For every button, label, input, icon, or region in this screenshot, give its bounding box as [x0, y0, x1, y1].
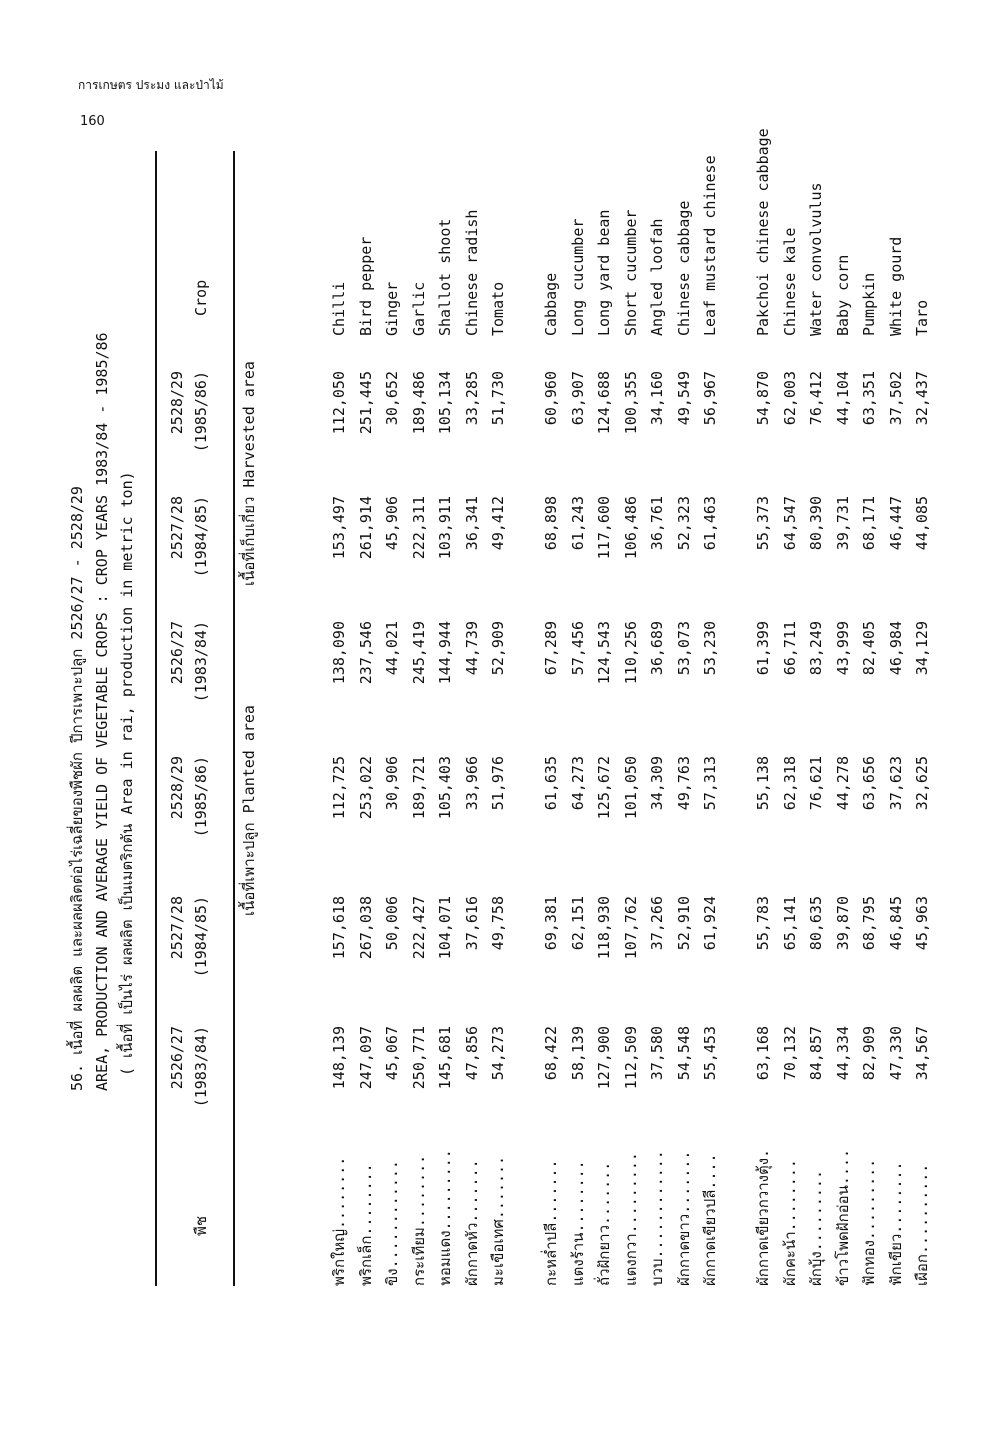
table-cell: 68,422: [542, 1026, 560, 1081]
crop-thai-name: แตงกวา.........: [621, 1152, 640, 1286]
year-ad-header: (1985/86): [192, 371, 210, 453]
crop-thai-name: ข้าวโพดฝักอ่อน....: [833, 1148, 852, 1286]
table-cell: 46,984: [886, 621, 905, 676]
table-cell: 105,403: [436, 756, 454, 820]
table-cell: 60,960: [542, 371, 560, 426]
table-cell: 67,289: [542, 621, 560, 676]
crop-thai-name: ผักบุ้ง.........: [807, 1170, 825, 1286]
crop-english-name: Long yard bean: [595, 209, 613, 336]
crop-thai-name: กะหล่ำปลี.......: [542, 1159, 560, 1286]
table-cell: 222,311: [409, 496, 428, 560]
table-cell: 52,910: [674, 896, 693, 951]
table-cell: 54,548: [674, 1026, 693, 1081]
table-cell: 36,689: [648, 621, 666, 676]
year-header: 2528/29: [168, 371, 186, 435]
crop-thai-name: ผักกาดหัว.......: [462, 1159, 481, 1286]
table-cell: 53,073: [674, 621, 693, 676]
table-cell: 43,999: [833, 621, 852, 676]
table-cell: 55,783: [754, 896, 772, 951]
table-cell: 107,762: [621, 896, 640, 960]
table-cell: 53,230: [701, 621, 719, 676]
planted-area-header: เนื้อที่เพาะปลูก Planted area: [240, 705, 258, 916]
table-cell: 63,907: [568, 371, 587, 426]
table-cell: 46,845: [886, 896, 905, 951]
crop-thai-header: พืช: [192, 1215, 210, 1236]
crop-english-name: Chinese cabbage: [674, 200, 693, 336]
table-cell: 76,621: [807, 756, 825, 811]
year-ad-header: (1984/85): [192, 496, 210, 578]
table-cell: 189,486: [409, 371, 428, 435]
table-cell: 55,373: [754, 496, 772, 551]
table-cell: 52,909: [489, 621, 507, 676]
crop-thai-name: หอมแดง.........: [436, 1149, 454, 1286]
table-cell: 64,273: [568, 756, 587, 811]
table-title-thai: 56. เนื้อที่ ผลผลิต และผลผลิตต่อไร่เฉลี่ยของพืชผัก ปีการเพาะปลูก 2526/27 - 2528/29: [68, 486, 86, 1091]
table-cell: 32,437: [913, 371, 931, 426]
table-cell: 61,243: [568, 496, 587, 551]
table-cell: 84,857: [807, 1026, 825, 1081]
table-cell: 101,050: [621, 756, 640, 820]
table-cell: 105,134: [436, 371, 454, 435]
table-cell: 62,151: [568, 896, 587, 951]
crop-english-name: Angled loofah: [648, 218, 666, 336]
table-cell: 34,309: [648, 756, 666, 811]
table-cell: 47,330: [886, 1026, 905, 1081]
table-cell: 112,725: [330, 756, 348, 820]
crop-english-name: Shallot shoot: [436, 218, 454, 336]
crop-english-name: Cabbage: [542, 272, 560, 336]
table-cell: 51,976: [489, 756, 507, 811]
crop-thai-name: ฟักเขียว........: [886, 1161, 905, 1286]
table-cell: 49,412: [489, 496, 507, 551]
year-header: 2526/27: [168, 1026, 186, 1090]
table-cell: 110,256: [621, 621, 640, 685]
table-cell: 57,313: [701, 756, 719, 811]
table-cell: 47,856: [462, 1026, 481, 1081]
table-cell: 80,635: [807, 896, 825, 951]
table-cell: 63,351: [860, 371, 878, 426]
table-cell: 66,711: [780, 621, 799, 676]
table-cell: 83,249: [807, 621, 825, 676]
table-cell: 124,688: [595, 371, 613, 435]
table-cell: 237,546: [356, 621, 375, 685]
crop-english-name: Pakchoi chinese cabbage: [754, 128, 772, 336]
table-cell: 34,129: [913, 621, 931, 676]
crop-thai-name: ผักกาดขาว.......: [674, 1150, 693, 1286]
crop-thai-name: ขิง............: [383, 1160, 401, 1286]
table-cell: 251,445: [356, 371, 375, 435]
crop-english-name: White gourd: [886, 236, 905, 336]
crop-english-header: Crop: [192, 279, 210, 316]
table-cell: 61,924: [701, 896, 719, 951]
table-cell: 44,021: [383, 621, 401, 676]
table-cell: 157,618: [330, 896, 348, 960]
table-cell: 32,625: [913, 756, 931, 811]
crop-english-name: Tomato: [489, 281, 507, 336]
crop-thai-name: ผักกาดเขียวกวางตุ้ง.: [754, 1148, 772, 1286]
top-rule: [155, 151, 157, 1286]
table-cell: 69,381: [542, 896, 560, 951]
crop-thai-name: กระเทียม........: [409, 1154, 428, 1286]
crop-thai-name: ถั่วฝักยาว.......: [595, 1161, 613, 1286]
crop-english-name: Water convolvulus: [807, 182, 825, 336]
table-cell: 55,453: [701, 1026, 719, 1081]
table-cell: 64,547: [780, 496, 799, 551]
table-cell: 44,739: [462, 621, 481, 676]
table-cell: 148,139: [330, 1026, 348, 1090]
table-cell: 44,104: [833, 371, 852, 426]
table-cell: 44,278: [833, 756, 852, 811]
table-cell: 58,139: [568, 1026, 587, 1081]
table-cell: 125,672: [595, 756, 613, 820]
table-cell: 36,341: [462, 496, 481, 551]
table-cell: 68,898: [542, 496, 560, 551]
table-cell: 51,730: [489, 371, 507, 426]
crop-english-name: Taro: [913, 299, 931, 336]
table-cell: 144,944: [436, 621, 454, 685]
table-cell: 245,419: [409, 621, 428, 685]
table-cell: 189,721: [409, 756, 428, 820]
crop-thai-name: พริกเล็ก........: [356, 1163, 375, 1286]
table-cell: 33,966: [462, 756, 481, 811]
year-ad-header: (1983/84): [192, 1026, 210, 1108]
table-cell: 37,266: [648, 896, 666, 951]
year-ad-header: (1983/84): [192, 621, 210, 703]
table-cell: 65,141: [780, 896, 799, 951]
year-header: 2528/29: [168, 756, 186, 820]
running-header: การเกษตร ประมง และป่าไม้: [78, 78, 224, 92]
table-cell: 76,412: [807, 371, 825, 426]
table-cell: 62,003: [780, 371, 799, 426]
table-cell: 45,906: [383, 496, 401, 551]
crop-english-name: Pumpkin: [860, 272, 878, 336]
table-cell: 37,616: [462, 896, 481, 951]
table-cell: 63,168: [754, 1026, 772, 1081]
crop-english-name: Bird pepper: [356, 236, 375, 336]
table-cell: 100,355: [621, 371, 640, 435]
table-cell: 63,656: [860, 756, 878, 811]
table-cell: 49,763: [674, 756, 693, 811]
table-cell: 145,681: [436, 1026, 454, 1090]
table-cell: 36,761: [648, 496, 666, 551]
crop-english-name: Ginger: [383, 281, 401, 336]
header-rule: [233, 151, 235, 1286]
table-cell: 61,399: [754, 621, 772, 676]
crop-english-name: Baby corn: [833, 254, 852, 336]
table-cell: 33,285: [462, 371, 481, 426]
table-cell: 56,967: [701, 371, 719, 426]
table-cell: 34,160: [648, 371, 666, 426]
table-cell: 127,900: [595, 1026, 613, 1090]
crop-english-name: Long cucumber: [568, 218, 587, 336]
crop-english-name: Garlic: [409, 281, 428, 336]
table-cell: 49,549: [674, 371, 693, 426]
table-cell: 82,405: [860, 621, 878, 676]
table-cell: 57,456: [568, 621, 587, 676]
table-cell: 30,906: [383, 756, 401, 811]
crop-thai-name: เผือก..........: [913, 1163, 931, 1286]
crop-thai-name: ฟักทอง.........: [860, 1158, 878, 1286]
table-unit-note: ( เนื้อที่ เป็นไร่ ผลผลิต เป็นเมตริกตัน Area in rai, production in metric ton): [118, 471, 136, 1076]
crop-english-name: Short cucumber: [621, 209, 640, 336]
table-cell: 45,963: [913, 896, 931, 951]
table-cell: 61,635: [542, 756, 560, 811]
table-cell: 54,273: [489, 1026, 507, 1081]
crop-thai-name: ผักกาดเขียวปลี....: [701, 1153, 719, 1286]
crop-english-name: Chilli: [330, 281, 348, 336]
table-title-english: AREA, PRODUCTION AND AVERAGE YIELD OF VEGETABLE CROPS : CROP YEARS 1983/84 - 1985/86: [93, 332, 111, 1091]
table-cell: 54,870: [754, 371, 772, 426]
table-cell: 39,870: [833, 896, 852, 951]
table-cell: 45,067: [383, 1026, 401, 1081]
table-cell: 112,050: [330, 371, 348, 435]
table-cell: 37,623: [886, 756, 905, 811]
table-cell: 124,543: [595, 621, 613, 685]
crop-thai-name: แตงร้าน........: [568, 1160, 587, 1286]
table-cell: 61,463: [701, 496, 719, 551]
crop-thai-name: มะเขือเทศ.......: [489, 1155, 507, 1286]
table-cell: 37,580: [648, 1026, 666, 1081]
table-cell: 39,731: [833, 496, 852, 551]
year-header: 2526/27: [168, 621, 186, 685]
table-cell: 44,085: [913, 496, 931, 551]
table-cell: 62,318: [780, 756, 799, 811]
table-cell: 70,132: [780, 1026, 799, 1081]
table-cell: 153,497: [330, 496, 348, 560]
table-cell: 82,909: [860, 1026, 878, 1081]
table-cell: 34,567: [913, 1026, 931, 1081]
page-number: 160: [80, 114, 105, 129]
table-cell: 49,758: [489, 896, 507, 951]
crop-english-name: Chinese radish: [462, 209, 481, 336]
table-cell: 55,138: [754, 756, 772, 811]
year-ad-header: (1984/85): [192, 896, 210, 978]
table-cell: 104,071: [436, 896, 454, 960]
table-cell: 261,914: [356, 496, 375, 560]
year-header: 2527/28: [168, 896, 186, 960]
table-cell: 80,390: [807, 496, 825, 551]
year-header: 2527/28: [168, 496, 186, 560]
table-cell: 44,334: [833, 1026, 852, 1081]
table-cell: 68,795: [860, 896, 878, 951]
table-cell: 118,930: [595, 896, 613, 960]
table-cell: 37,502: [886, 371, 905, 426]
table-cell: 50,006: [383, 896, 401, 951]
crop-english-name: Leaf mustard chinese: [701, 155, 719, 336]
table-cell: 103,911: [436, 496, 454, 560]
harvested-area-header: เนื้อที่เก็บเกี่ยว Harvested area: [240, 361, 258, 586]
crop-thai-name: ผักคะน้า........: [780, 1159, 799, 1286]
table-cell: 68,171: [860, 496, 878, 551]
crop-english-name: Chinese kale: [780, 227, 799, 336]
table-cell: 106,486: [621, 496, 640, 560]
table-cell: 52,323: [674, 496, 693, 551]
crop-thai-name: บวบ............: [648, 1150, 666, 1286]
year-ad-header: (1985/86): [192, 756, 210, 838]
table-cell: 253,022: [356, 756, 375, 820]
table-cell: 46,447: [886, 496, 905, 551]
table-cell: 30,652: [383, 371, 401, 426]
table-cell: 112,509: [621, 1026, 640, 1090]
table-cell: 117,600: [595, 496, 613, 560]
table-cell: 247,097: [356, 1026, 375, 1090]
table-cell: 267,038: [356, 896, 375, 960]
table-cell: 222,427: [409, 896, 428, 960]
table-cell: 138,090: [330, 621, 348, 685]
crop-thai-name: พริกใหญ่........: [330, 1156, 348, 1286]
table-cell: 250,771: [409, 1026, 428, 1090]
